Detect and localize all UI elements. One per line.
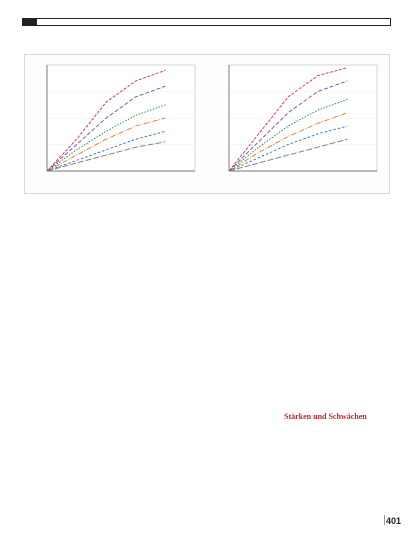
page-footer xyxy=(380,516,401,526)
chart-right xyxy=(211,59,383,187)
figure xyxy=(24,54,390,194)
text-column-1 xyxy=(60,222,170,518)
section-heading: Stärken und Schwächen xyxy=(284,412,367,421)
text-column-2 xyxy=(172,222,282,518)
text-column-3 xyxy=(284,222,394,518)
chart-left xyxy=(29,59,201,187)
text-column-3-upper xyxy=(284,222,394,412)
page-number: 401 xyxy=(385,516,401,526)
header-bar xyxy=(22,18,391,26)
header-bar-accent xyxy=(23,19,37,25)
